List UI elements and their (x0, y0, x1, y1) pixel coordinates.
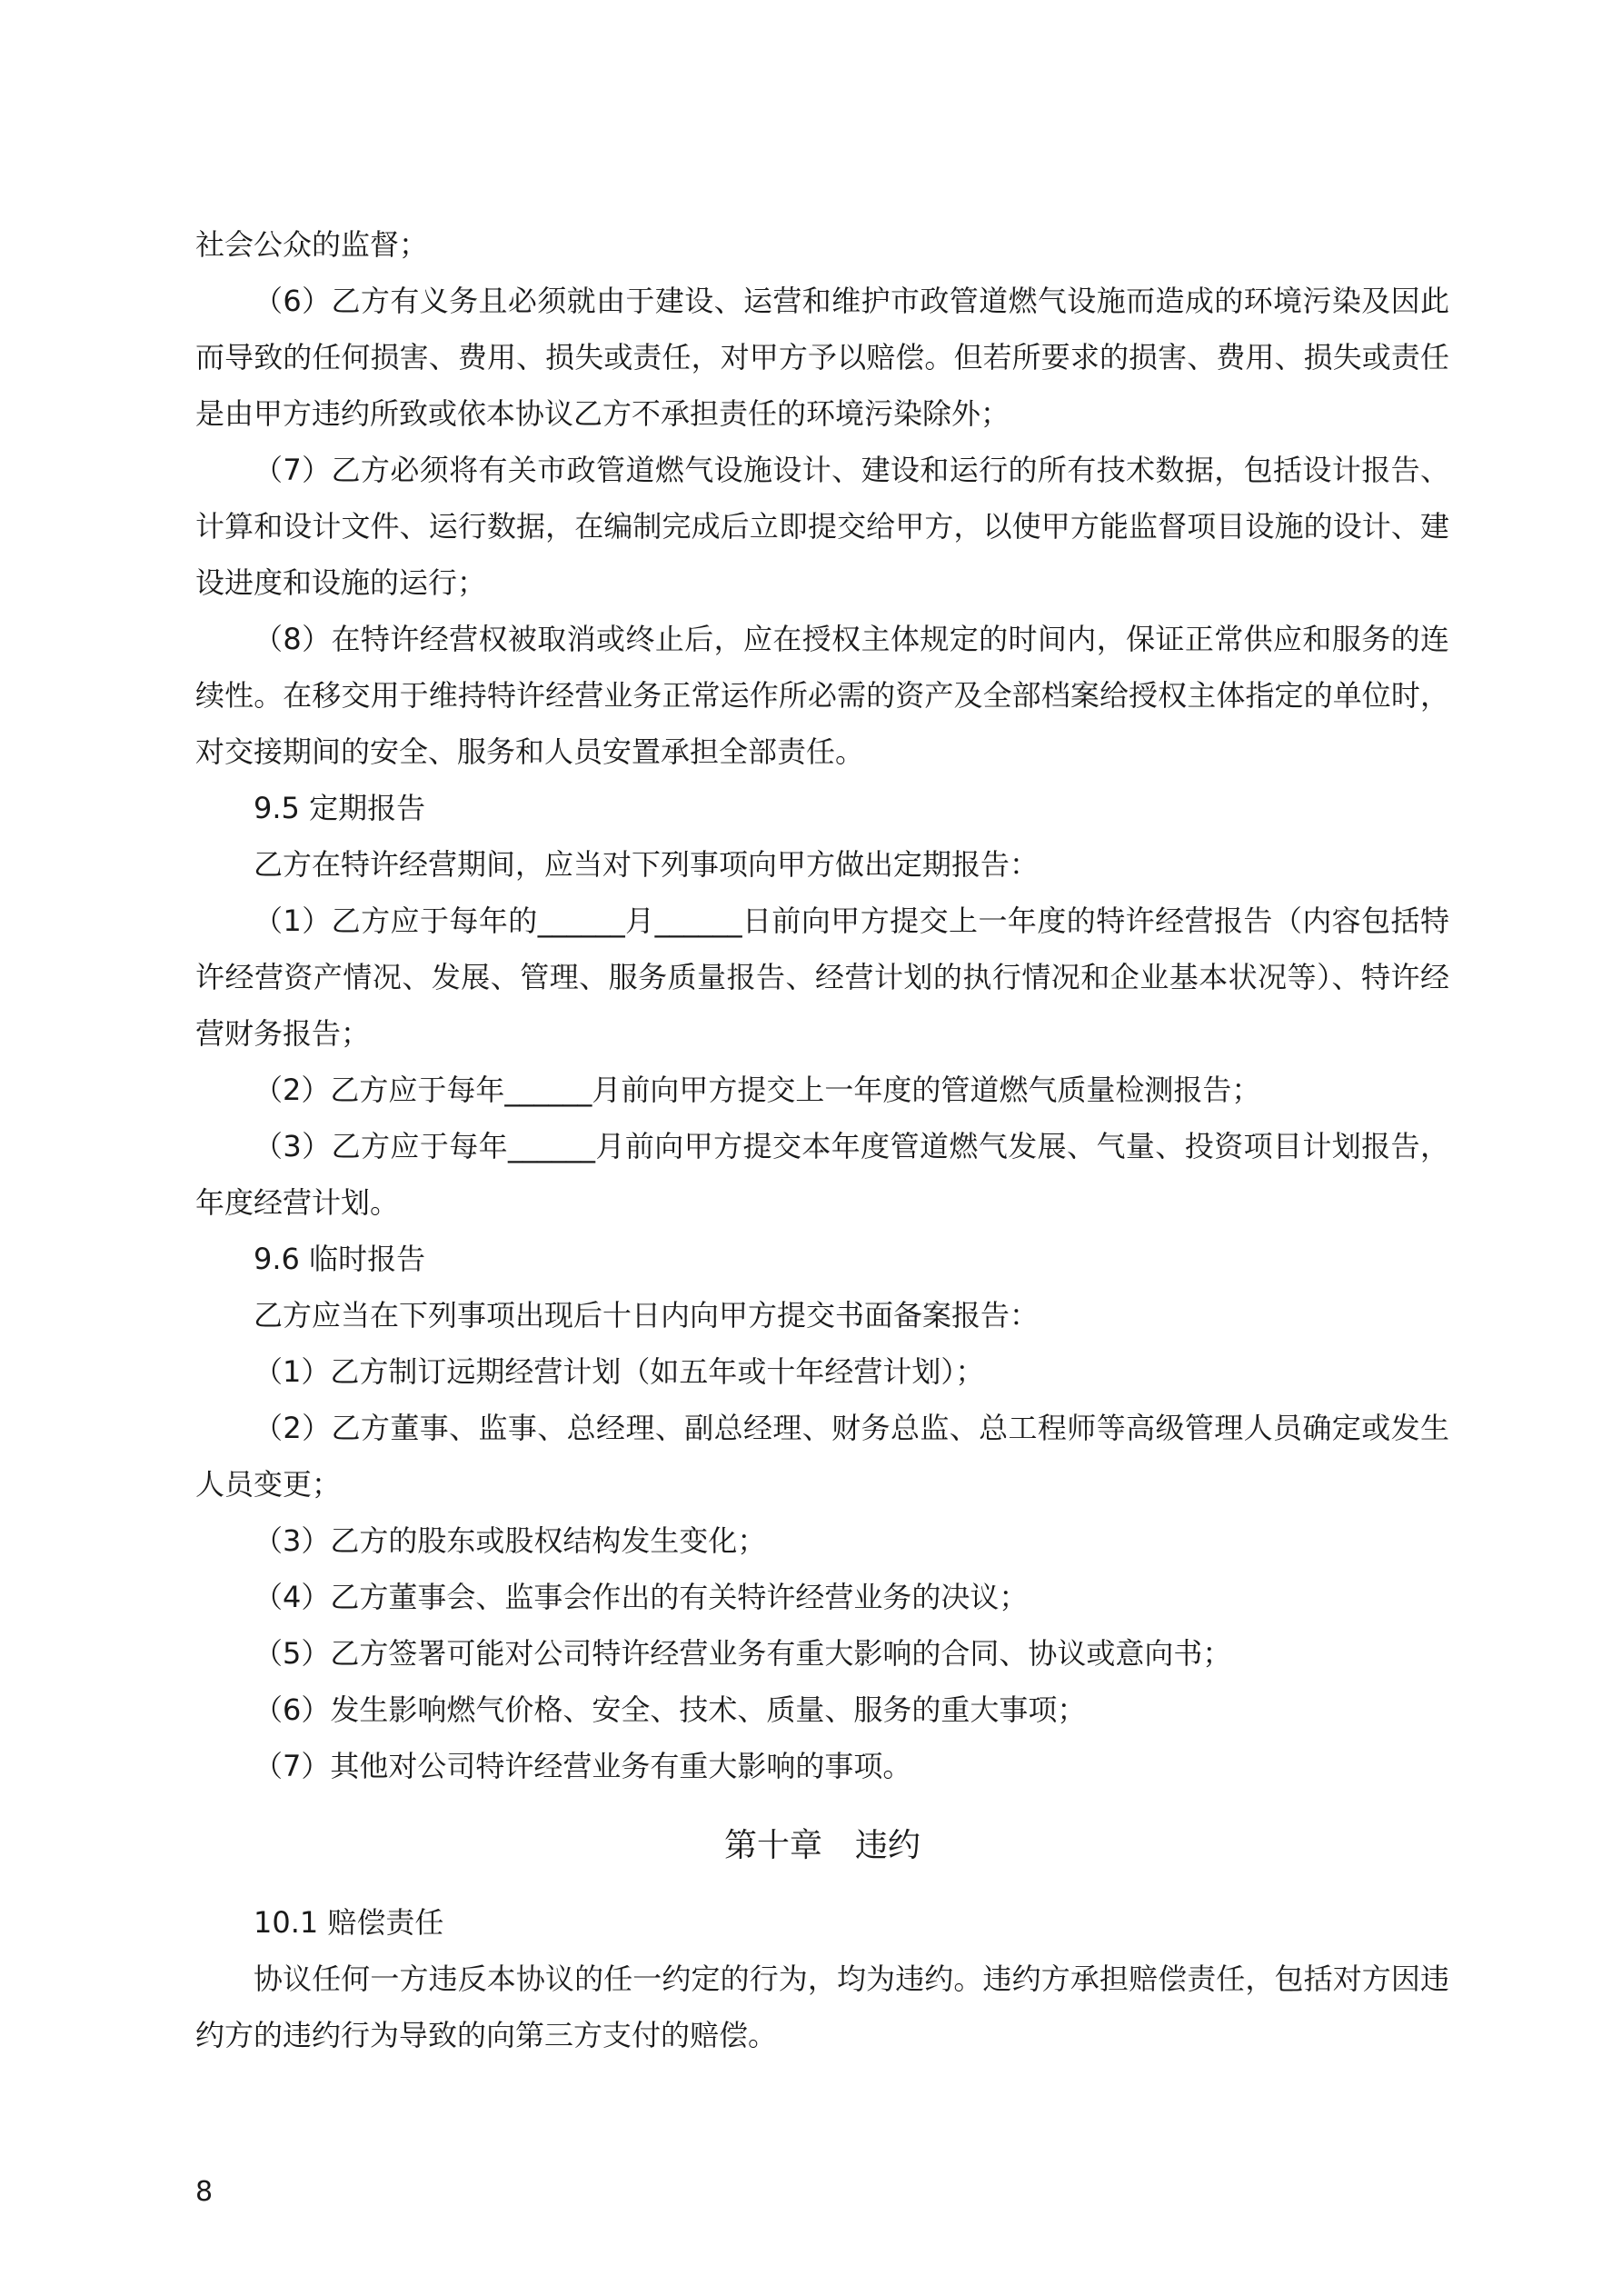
paragraph: （7）其他对公司特许经营业务有重大影响的事项。 (254, 1749, 912, 1783)
paragraph: 乙方在特许经营期间，应当对下列事项向甲方做出定期报告： (254, 847, 1040, 882)
paragraph: 社会公众的监督； (195, 227, 429, 262)
paragraph: （2）乙方董事、监事、总经理、副总经理、财务总监、总工程师等高级管理人员确定或发生人员变更； (195, 1411, 1449, 1502)
page-number: 8 (195, 2176, 214, 2208)
paragraph: （6）乙方有义务且必须就由于建设、运营和维护市政管道燃气设施而造成的环境污染及因此而导致的任何损害、费用、损失或责任，对甲方予以赔偿。但若所要求的损害、费用、损失或责任是由甲方违约所致或依本协议乙方不承担责任的环境污染除外； (195, 284, 1449, 431)
document-body (195, 216, 1449, 2063)
paragraph: （6）发生影响燃气价格、安全、技术、质量、服务的重大事项； (254, 1692, 1087, 1727)
paragraph: （4）乙方董事会、监事会作出的有关特许经营业务的决议； (254, 1580, 1029, 1614)
paragraph: （8）在特许经营权被取消或终止后，应在授权主体规定的时间内，保证正常供应和服务的连续性。在移交用于维持特许经营业务正常运作所必需的资产及全部档案给授权主体指定的单位时，对交接期间的安全、服务和人员安置承担全部责任。 (195, 622, 1449, 769)
section-heading: 9.5 定期报告 (254, 791, 426, 825)
paragraph: （2）乙方应于每年______月前向甲方提交上一年度的管道燃气质量检测报告； (254, 1073, 1261, 1107)
paragraph: 乙方应当在下列事项出现后十日内向甲方提交书面备案报告： (254, 1298, 1040, 1333)
paragraph: （1）乙方制订远期经营计划（如五年或十年经营计划）； (254, 1354, 985, 1389)
paragraph: （3）乙方的股东或股权结构发生变化； (254, 1523, 767, 1558)
chapter-title: 第十章 违约 (723, 1827, 920, 1864)
section-heading: 10.1 赔偿责任 (254, 1905, 444, 1940)
section-heading: 9.6 临时报告 (254, 1242, 426, 1276)
paragraph: （1）乙方应于每年的______月______日前向甲方提交上一年度的特许经营报告（内容包括特许经营资产情况、发展、管理、服务质量报告、经营计划的执行情况和企业基本状况等）、特许经营财务报告； (195, 903, 1449, 1051)
paragraph: 协议任何一方违反本协议的任一约定的行为，均为违约。违约方承担赔偿责任，包括对方因违约方的违约行为导致的向第三方支付的赔偿。 (195, 1962, 1449, 2052)
paragraph: （5）乙方签署可能对公司特许经营业务有重大影响的合同、协议或意向书； (254, 1636, 1232, 1671)
paragraph: （7）乙方必须将有关市政管道燃气设施设计、建设和运行的所有技术数据，包括设计报告、计算和设计文件、运行数据，在编制完成后立即提交给甲方，以使甲方能监督项目设施的设计、建设进度和设施的运行； (195, 453, 1449, 600)
paragraph: （3）乙方应于每年______月前向甲方提交本年度管道燃气发展、气量、投资项目计划报告，年度经营计划。 (195, 1129, 1449, 1220)
